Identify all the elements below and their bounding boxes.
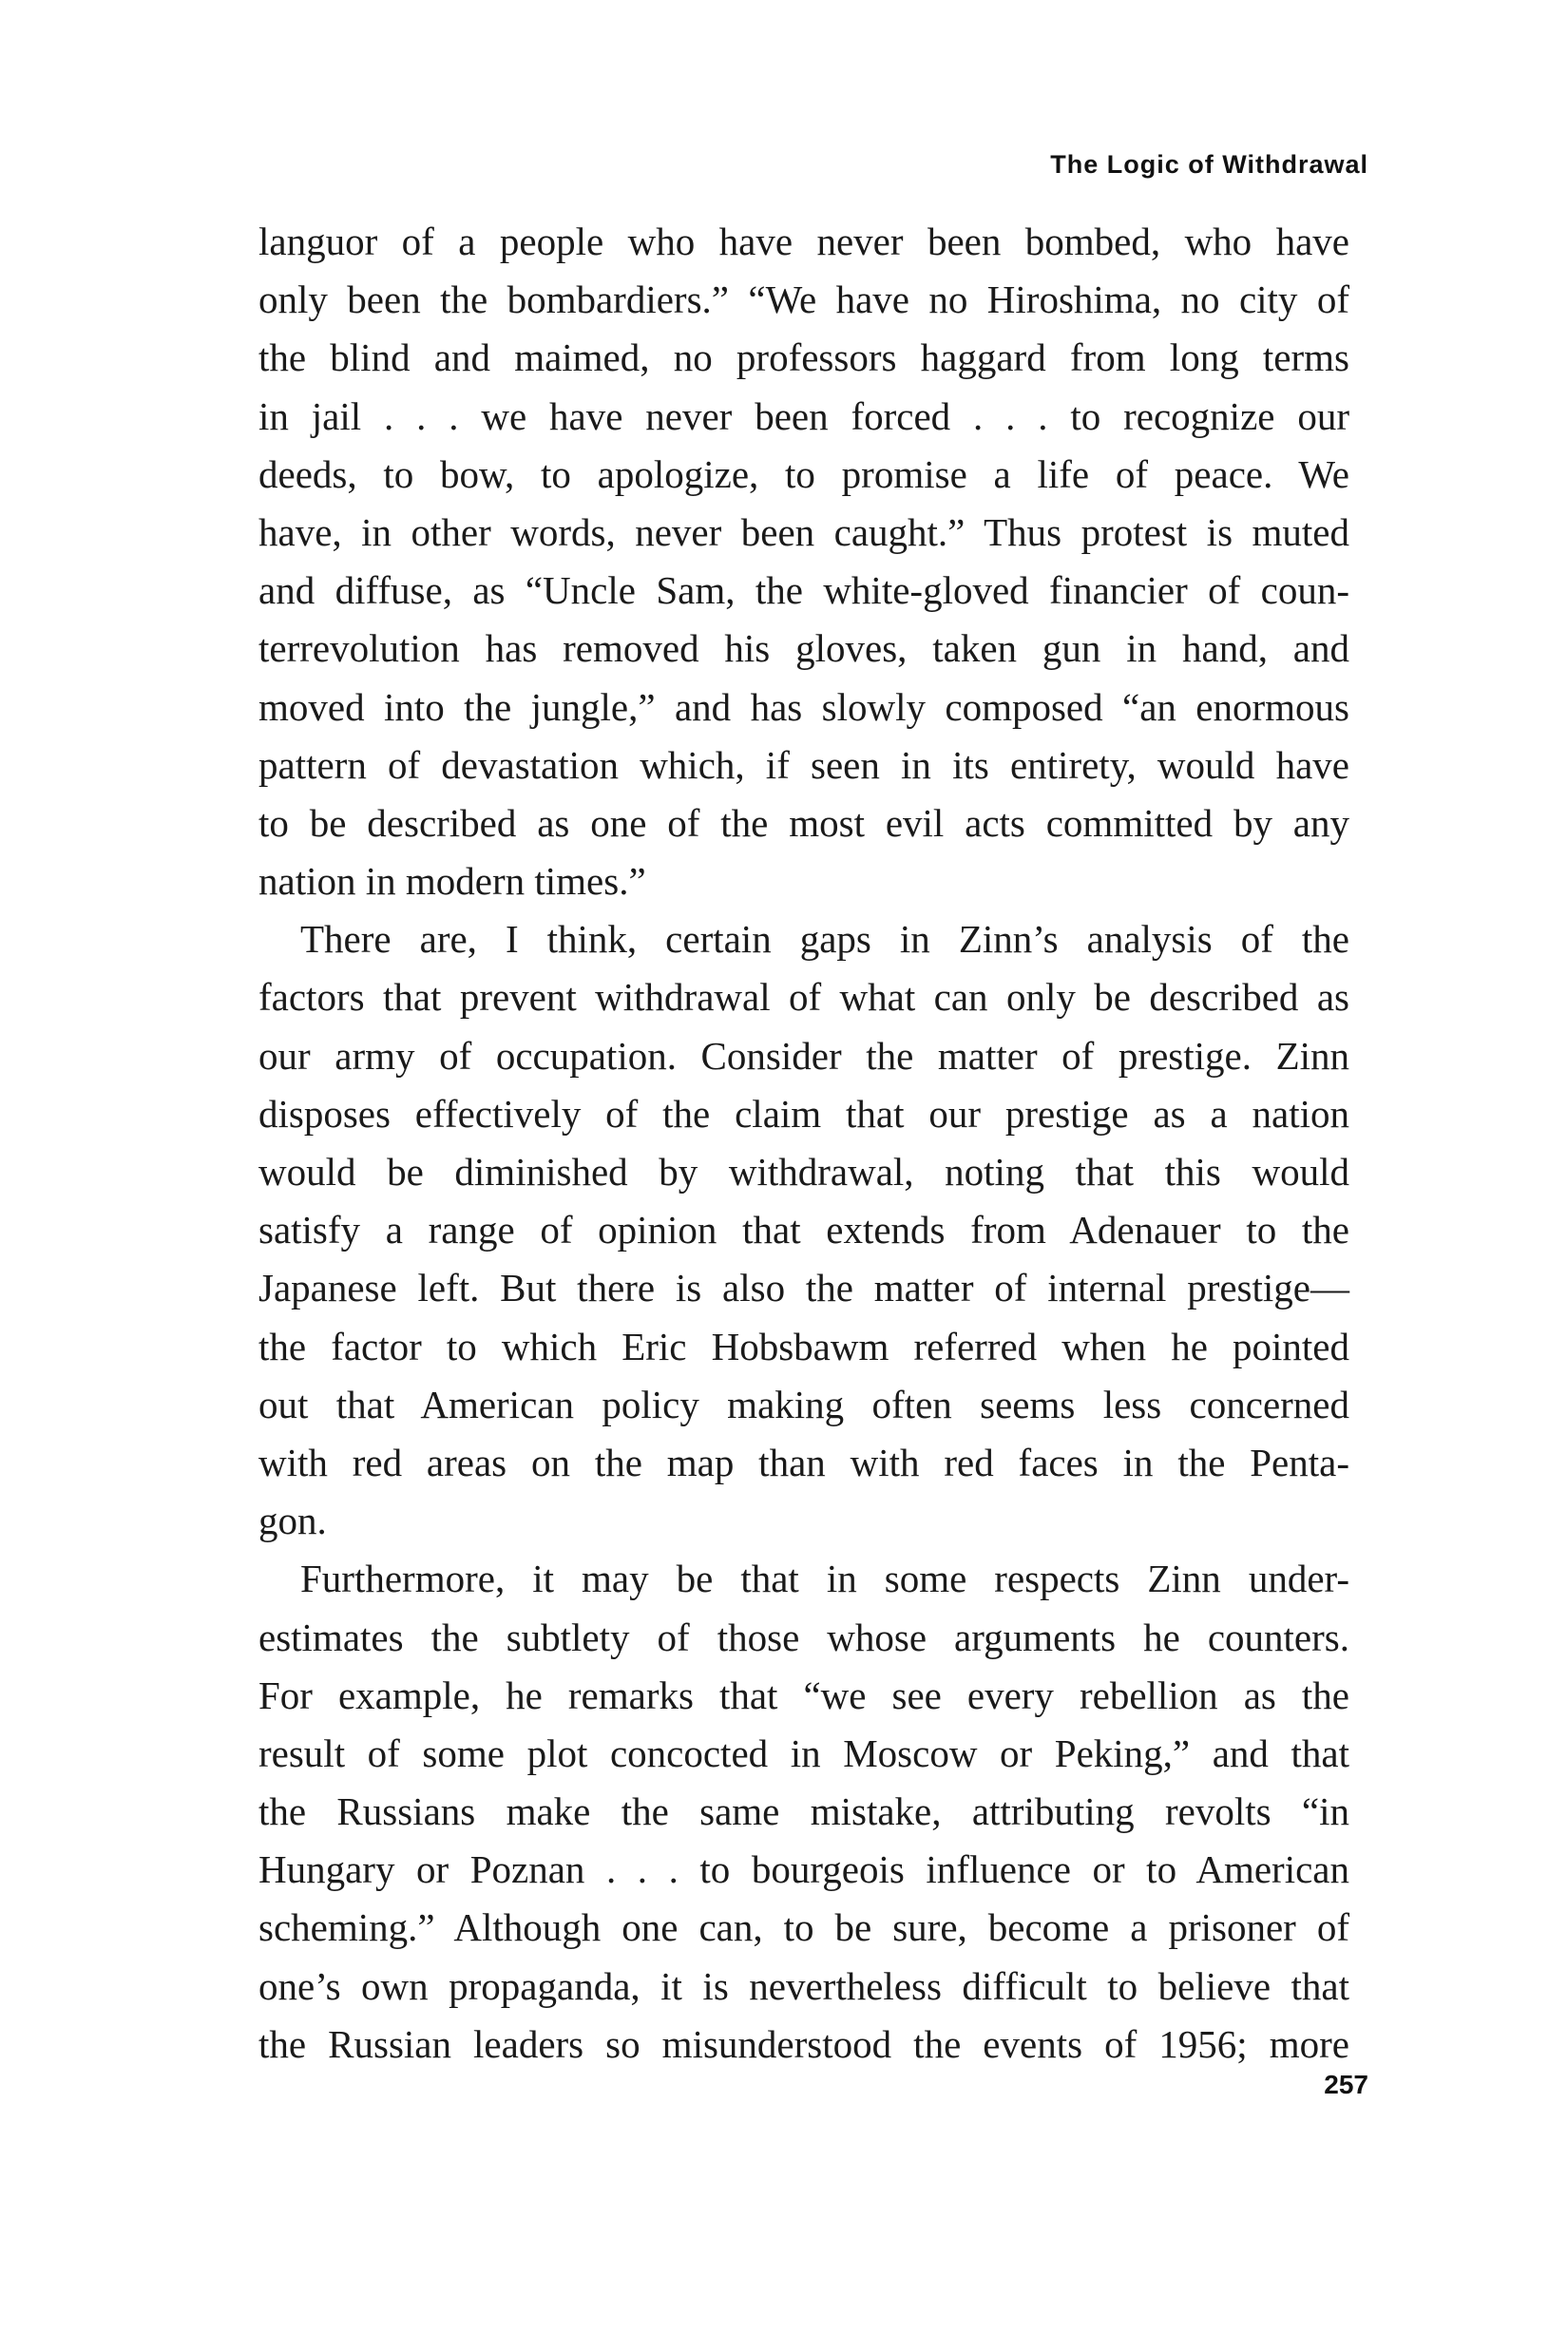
text-line: the Russian leaders so misunderstood the events of 1956; more <box>258 2021 1349 2066</box>
text-line: Japanese left. But there is also the matter of internal prestige— <box>258 1266 1349 1310</box>
text-line: Hungary or Poznan . . . to bourgeois influence or to American <box>258 1847 1349 1892</box>
text-line: deeds, to bow, to apologize, to promise a life of peace. We <box>258 451 1349 496</box>
body-text <box>258 213 1349 2074</box>
text-line: the blind and maimed, no professors haggard from long terms <box>258 335 1349 380</box>
text-line: languor of a people who have never been bombed, who have <box>258 220 1349 263</box>
text-line: factors that prevent withdrawal of what can only be described as <box>258 975 1349 1020</box>
text-line: and diffuse, as “Uncle Sam, the white-gloved financier of coun- <box>258 568 1349 613</box>
text-line: one’s own propaganda, it is nevertheless difficult to believe that <box>258 1963 1349 2008</box>
text-line: terrevolution has removed his gloves, taken gun in hand, and <box>258 626 1349 671</box>
text-line: There are, I think, certain gaps in Zinn’s analysis of the <box>300 917 1349 962</box>
text-line: nation in modern times.” <box>258 859 646 904</box>
page-number: 257 <box>1324 2070 1368 2099</box>
running-head: The Logic of Withdrawal <box>1050 150 1368 179</box>
text-line: would be diminished by withdrawal, noting that this would <box>258 1150 1349 1194</box>
text-line: gon. <box>258 1499 327 1543</box>
text-line: Furthermore, it may be that in some respects Zinn under- <box>300 1557 1349 1601</box>
text-line: moved into the jungle,” and has slowly composed “an enormous <box>258 684 1349 729</box>
text-line: only been the bombardiers.” “We have no Hiroshima, no city of <box>258 277 1349 322</box>
text-line: the factor to which Eric Hobsbawm referred when he pointed <box>258 1324 1349 1368</box>
text-line: disposes effectively of the claim that our prestige as a nation <box>258 1091 1349 1136</box>
text-line: the Russians make the same mistake, attributing revolts “in <box>258 1789 1349 1834</box>
text-line: For example, he remarks that “we see every rebellion as the <box>258 1673 1349 1717</box>
text-line: with red areas on the map than with red faces in the Penta- <box>258 1440 1349 1484</box>
text-line: out that American policy making often seems less concerned <box>258 1382 1349 1426</box>
text-line: have, in other words, never been caught.” Thus protest is muted <box>258 509 1349 554</box>
text-line: result of some plot concocted in Moscow or Peking,” and that <box>258 1731 1349 1775</box>
text-line: our army of occupation. Consider the matter of prestige. Zinn <box>258 1033 1349 1078</box>
text-line: satisfy a range of opinion that extends from Adenauer to the <box>258 1208 1349 1252</box>
text-line: scheming.” Although one can, to be sure, become a prisoner of <box>258 1905 1349 1950</box>
text-line: in jail . . . we have never been forced . . . to recognize our <box>258 393 1349 438</box>
text-line: pattern of devastation which, if seen in its entirety, would have <box>258 742 1349 787</box>
text-line: estimates the subtlety of those whose arguments he counters. <box>258 1615 1349 1659</box>
text-line: to be described as one of the most evil acts committed by any <box>258 800 1349 845</box>
